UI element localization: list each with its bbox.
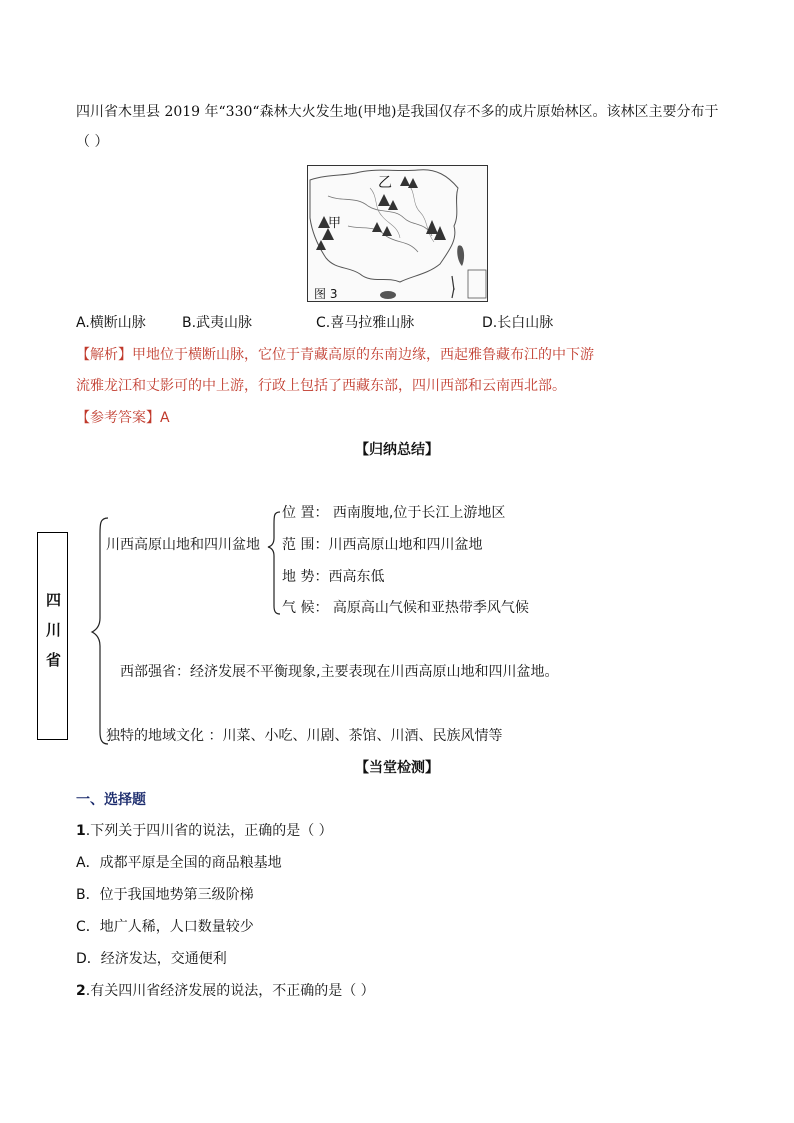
q1-text: .下列关于四川省的说法，正确的是（ ） xyxy=(85,823,333,839)
map-drawing xyxy=(308,166,488,302)
root-char-1: 四 xyxy=(45,591,61,609)
check-heading: 【当堂检测】 xyxy=(355,760,439,776)
option-d: D.长白山脉 xyxy=(482,315,554,331)
branch-2: 西部强省：经济发展不平衡现象,主要表现在川西高原山地和四川盆地。 xyxy=(120,664,559,680)
option-c: C.喜马拉雅山脉 xyxy=(316,315,415,331)
q2-stem xyxy=(76,981,375,1001)
q1-option-c: C．地广人稀，人口数量较少 xyxy=(76,919,254,935)
map-label-yi: 乙 xyxy=(378,175,392,191)
analysis-tag: 【解析】 xyxy=(76,347,132,363)
option-a: A.横断山脉 xyxy=(76,315,146,331)
analysis-line-1 xyxy=(76,345,594,365)
option-b: B.武夷山脉 xyxy=(182,315,253,331)
answer-tag: 【参考答案】 xyxy=(76,410,160,426)
q1-option-a: A．成都平原是全国的商品粮基地 xyxy=(76,855,282,871)
q2-number: 2 xyxy=(76,983,86,999)
map-figure xyxy=(307,165,488,302)
map-caption: 图 3 xyxy=(314,287,338,301)
root-char-3: 省 xyxy=(45,651,61,669)
summary-heading: 【归纳总结】 xyxy=(355,442,439,458)
detail-location: 位 置： 西南腹地,位于长江上游地区 xyxy=(282,505,506,521)
root-char-2: 川 xyxy=(45,621,61,639)
detail-climate: 气 候： 高原高山气候和亚热带季风气候 xyxy=(282,600,529,616)
answer-blank: （ ） xyxy=(76,134,109,150)
branch-1: 川西高原山地和四川盆地 xyxy=(106,537,260,553)
detail-range: 范 围：川西高原山地和四川盆地 xyxy=(282,537,483,553)
q1-option-d: D．经济发达，交通便利 xyxy=(76,951,227,967)
section-title: 一、选择题 xyxy=(76,792,146,808)
q2-text: .有关四川省经济发展的说法，不正确的是（ ） xyxy=(85,983,375,999)
q1-number: 1 xyxy=(76,823,86,839)
analysis-line-2: 流雅龙江和丈影可的中上游，行政上包括了西藏东部，四川西部和云南西北部。 xyxy=(76,378,566,394)
detail-terrain: 地 势：西高东低 xyxy=(282,569,385,585)
branch-3: 独特的地域文化 ：川菜、小吃、川剧、茶馆、川酒、民族风情等 xyxy=(106,728,503,744)
map-label-jia: 甲 xyxy=(328,216,342,231)
analysis-text-1: 甲地位于横断山脉，它位于青藏高原的东南边缘，西起雅鲁藏布江的中下游 xyxy=(132,347,594,363)
q1-option-b: B．位于我国地势第三级阶梯 xyxy=(76,887,254,903)
answer-value: A xyxy=(160,410,170,426)
reference-answer xyxy=(76,408,170,428)
q1-stem xyxy=(76,821,333,841)
question-stem: 四川省木里县 2019 年“330“森林大火发生地(甲地)是我国仅存不多的成片原始林区。该林区主要分布于 xyxy=(76,104,719,120)
summary-root-box xyxy=(37,532,68,740)
